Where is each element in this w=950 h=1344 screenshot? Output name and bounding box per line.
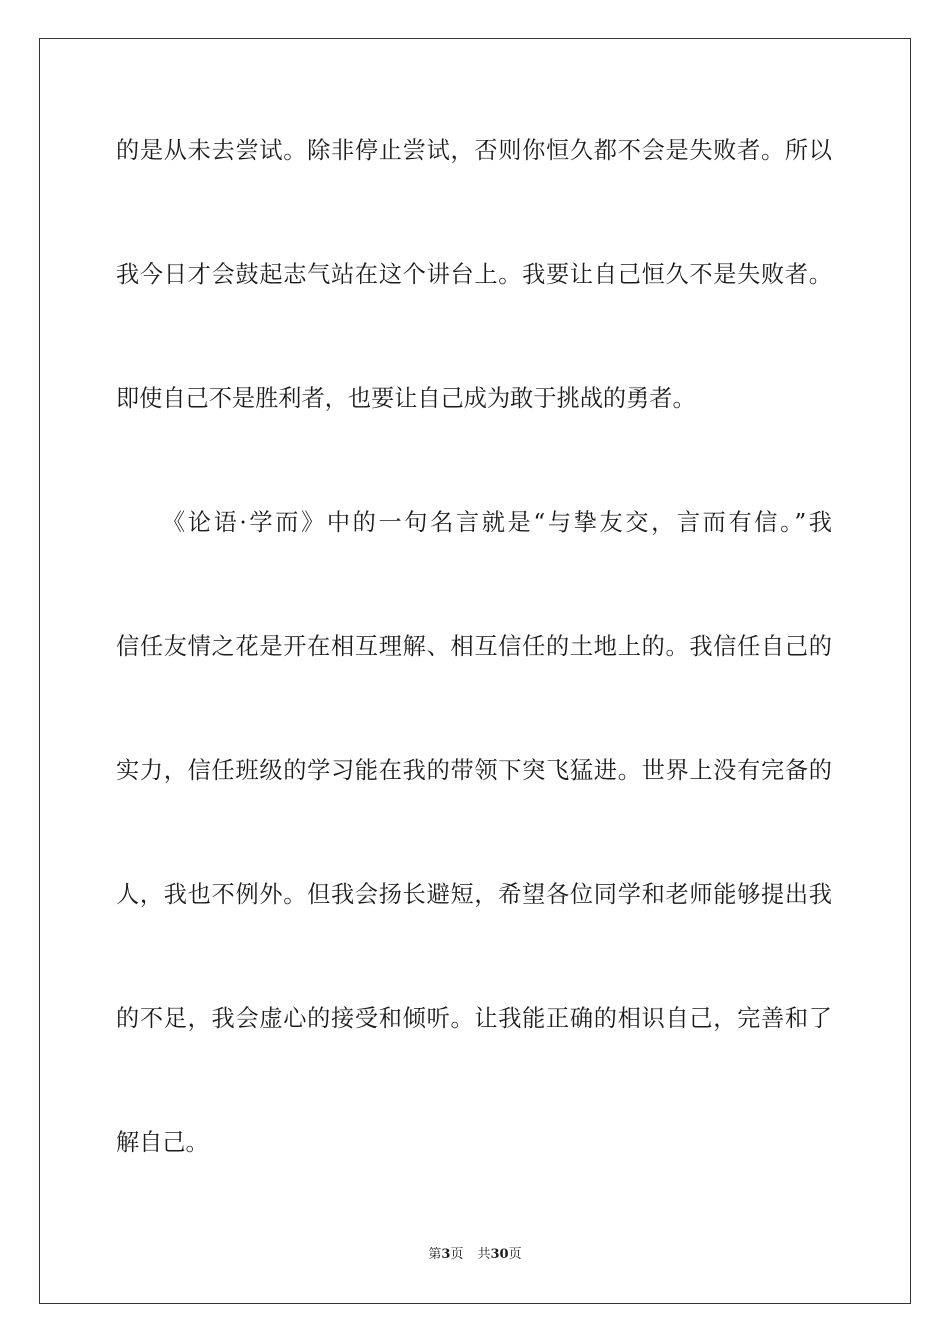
body-text-line: 即使自己不是胜利者，也要让自己成为敢于挑战的勇者。 [116,385,696,412]
page-footer [0,1246,950,1264]
body-text-line: 实力，信任班级的学习能在我的带领下突飞猛进。世界上没有完备的 [116,757,832,784]
page-number: 第3页 [428,1247,464,1262]
page-border [39,38,911,1304]
body-text-line: 人，我也不例外。但我会扬长避短，希望各位同学和老师能够提出我 [116,881,832,908]
body-text-line: 信任友情之花是开在相互理解、相互信任的土地上的。我信任自己的 [116,633,832,660]
body-text-line: 我今日才会鼓起志气站在这个讲台上。我要让自己恒久不是失败者。 [116,261,832,288]
body-text-line: 的不足，我会虚心的接受和倾听。让我能正确的相识自己，完善和了 [116,1005,832,1032]
body-text-line: 《论语·学而》中的一句名言就是“与挚友交，言而有信。”我 [162,509,832,536]
body-text-line: 的是从未去尝试。除非停止尝试，否则你恒久都不会是失败者。所以 [116,137,832,164]
body-text-line: 解自己。 [116,1129,209,1156]
page-total: 共30页 [477,1247,522,1262]
